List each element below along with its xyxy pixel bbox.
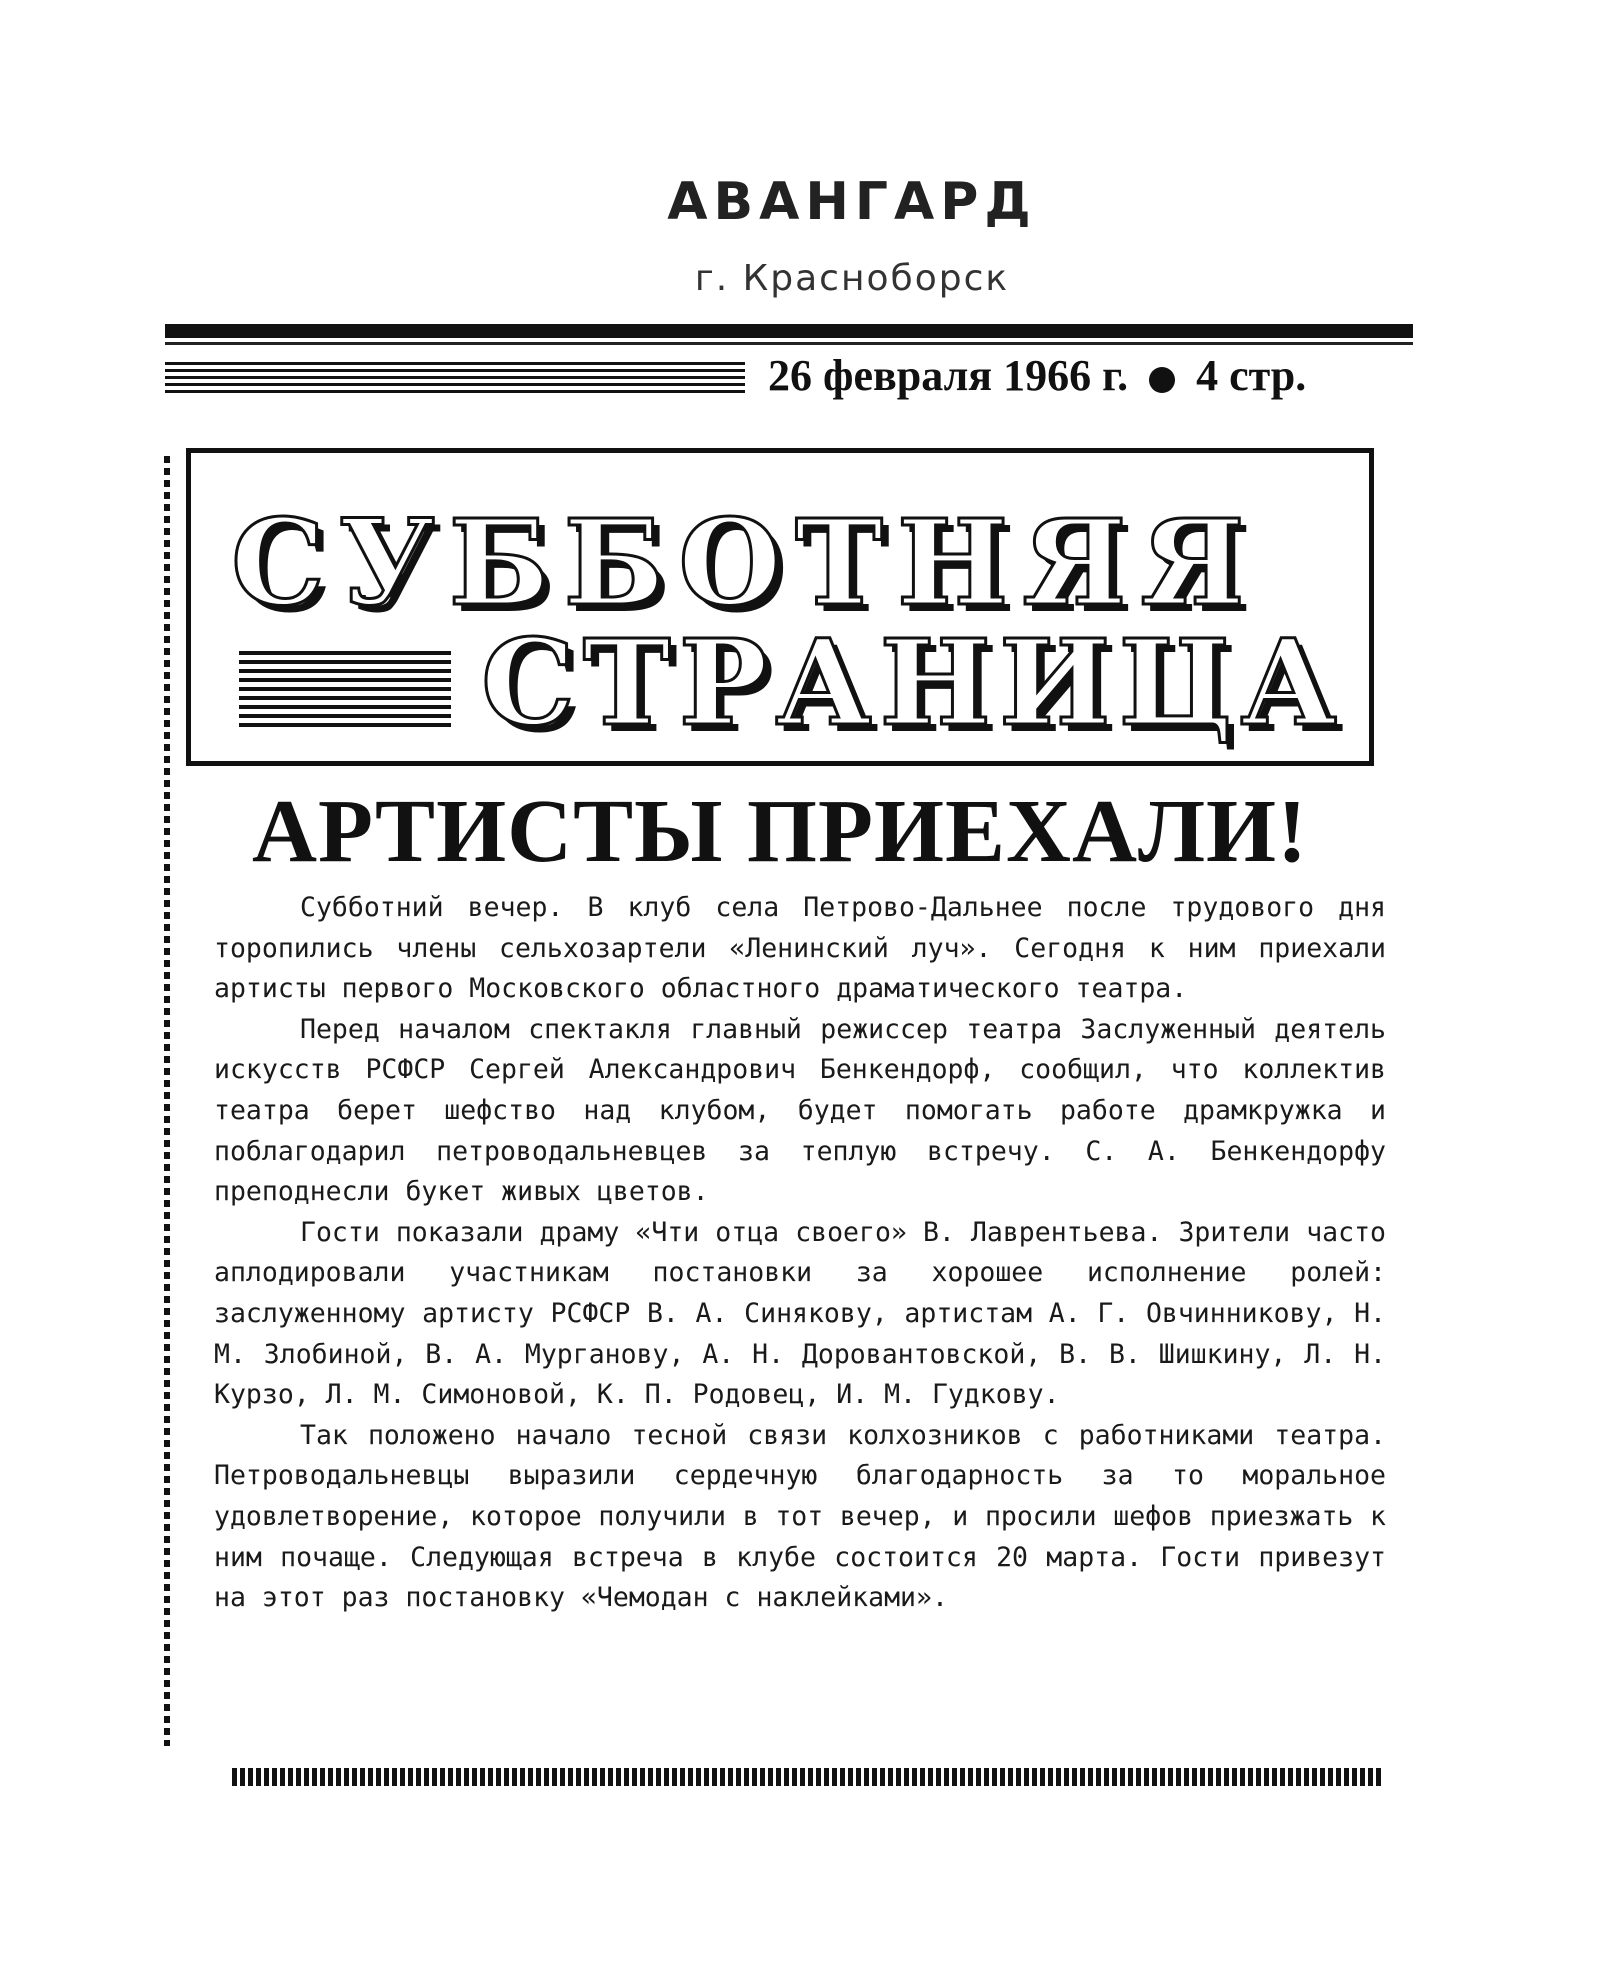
dateline-stripes [165,362,745,396]
section-stripes [239,651,451,731]
bullet-icon [1149,367,1175,393]
article-paragraph: Так положено начало тесной связи колхозников с работниками театра. Петроводальневцы выразили сердечную благодарность за то моральное удовлетворение, которое получили в тот вечер, и просили шефов приезжать к ним почаще. Следующая встреча в клубе состоится 20 марта. Гости привезут на этот раз постановку «Чемодан с наклейками». [214,1419,1386,1614]
section-title-line1: СУББОТНЯЯ [231,493,1259,632]
article-title: АРТИСТЫ ПРИЕХАЛИ! [251,782,1309,881]
newspaper-name-stamp: АВАНГАРД [667,172,1037,232]
page-number: 4 стр. [1196,351,1307,400]
article-paragraph: Гости показали драму «Чти отца своего» В. Лаврентьева. Зрители часто аплодировали участникам постановки за хорошее исполнение ролей: заслуженному артисту РСФСР В. А. Синякову, артистам А. Г. Овчинникову, Н. М. Злобиной, В. А. Мурганову, А. Н. Доровантовской, В. В. Шишкину, Л. Н. Курзо, Л. М. Симоновой, К. П. Родовец, И. М. Гудкову. [214,1216,1386,1411]
issue-date: 26 февраля 1966 г. [768,351,1129,400]
article-body [214,888,1386,1619]
masthead-rule [165,324,1413,338]
article-paragraph: Субботний вечер. В клуб села Петрово-Дальнее после трудового дня торопились члены сельхозартели «Ленинский луч». Сегодня к ним приехали артисты первого Московского областного драматического театра. [214,892,1386,1005]
bottom-rule [232,1768,1382,1786]
left-dashed-rule [164,456,170,1746]
city-stamp: г. Красноборск [694,258,1010,299]
dateline [768,350,1306,401]
section-header-box [186,448,1374,766]
article-paragraph: Перед началом спектакля главный режиссер театра Заслуженный деятель искусств РСФСР Сергей Александрович Бенкендорф, сообщил, что коллектив театра берет шефство над клубом, будет помогать работе драмкружка и поблагодарил петроводальневцев за теплую встречу. С. А. Бенкендорфу преподнесли букет живых цветов. [214,1013,1386,1208]
section-title-line2: СТРАНИЦА [481,613,1345,752]
masthead-rule-thin [165,342,1413,345]
